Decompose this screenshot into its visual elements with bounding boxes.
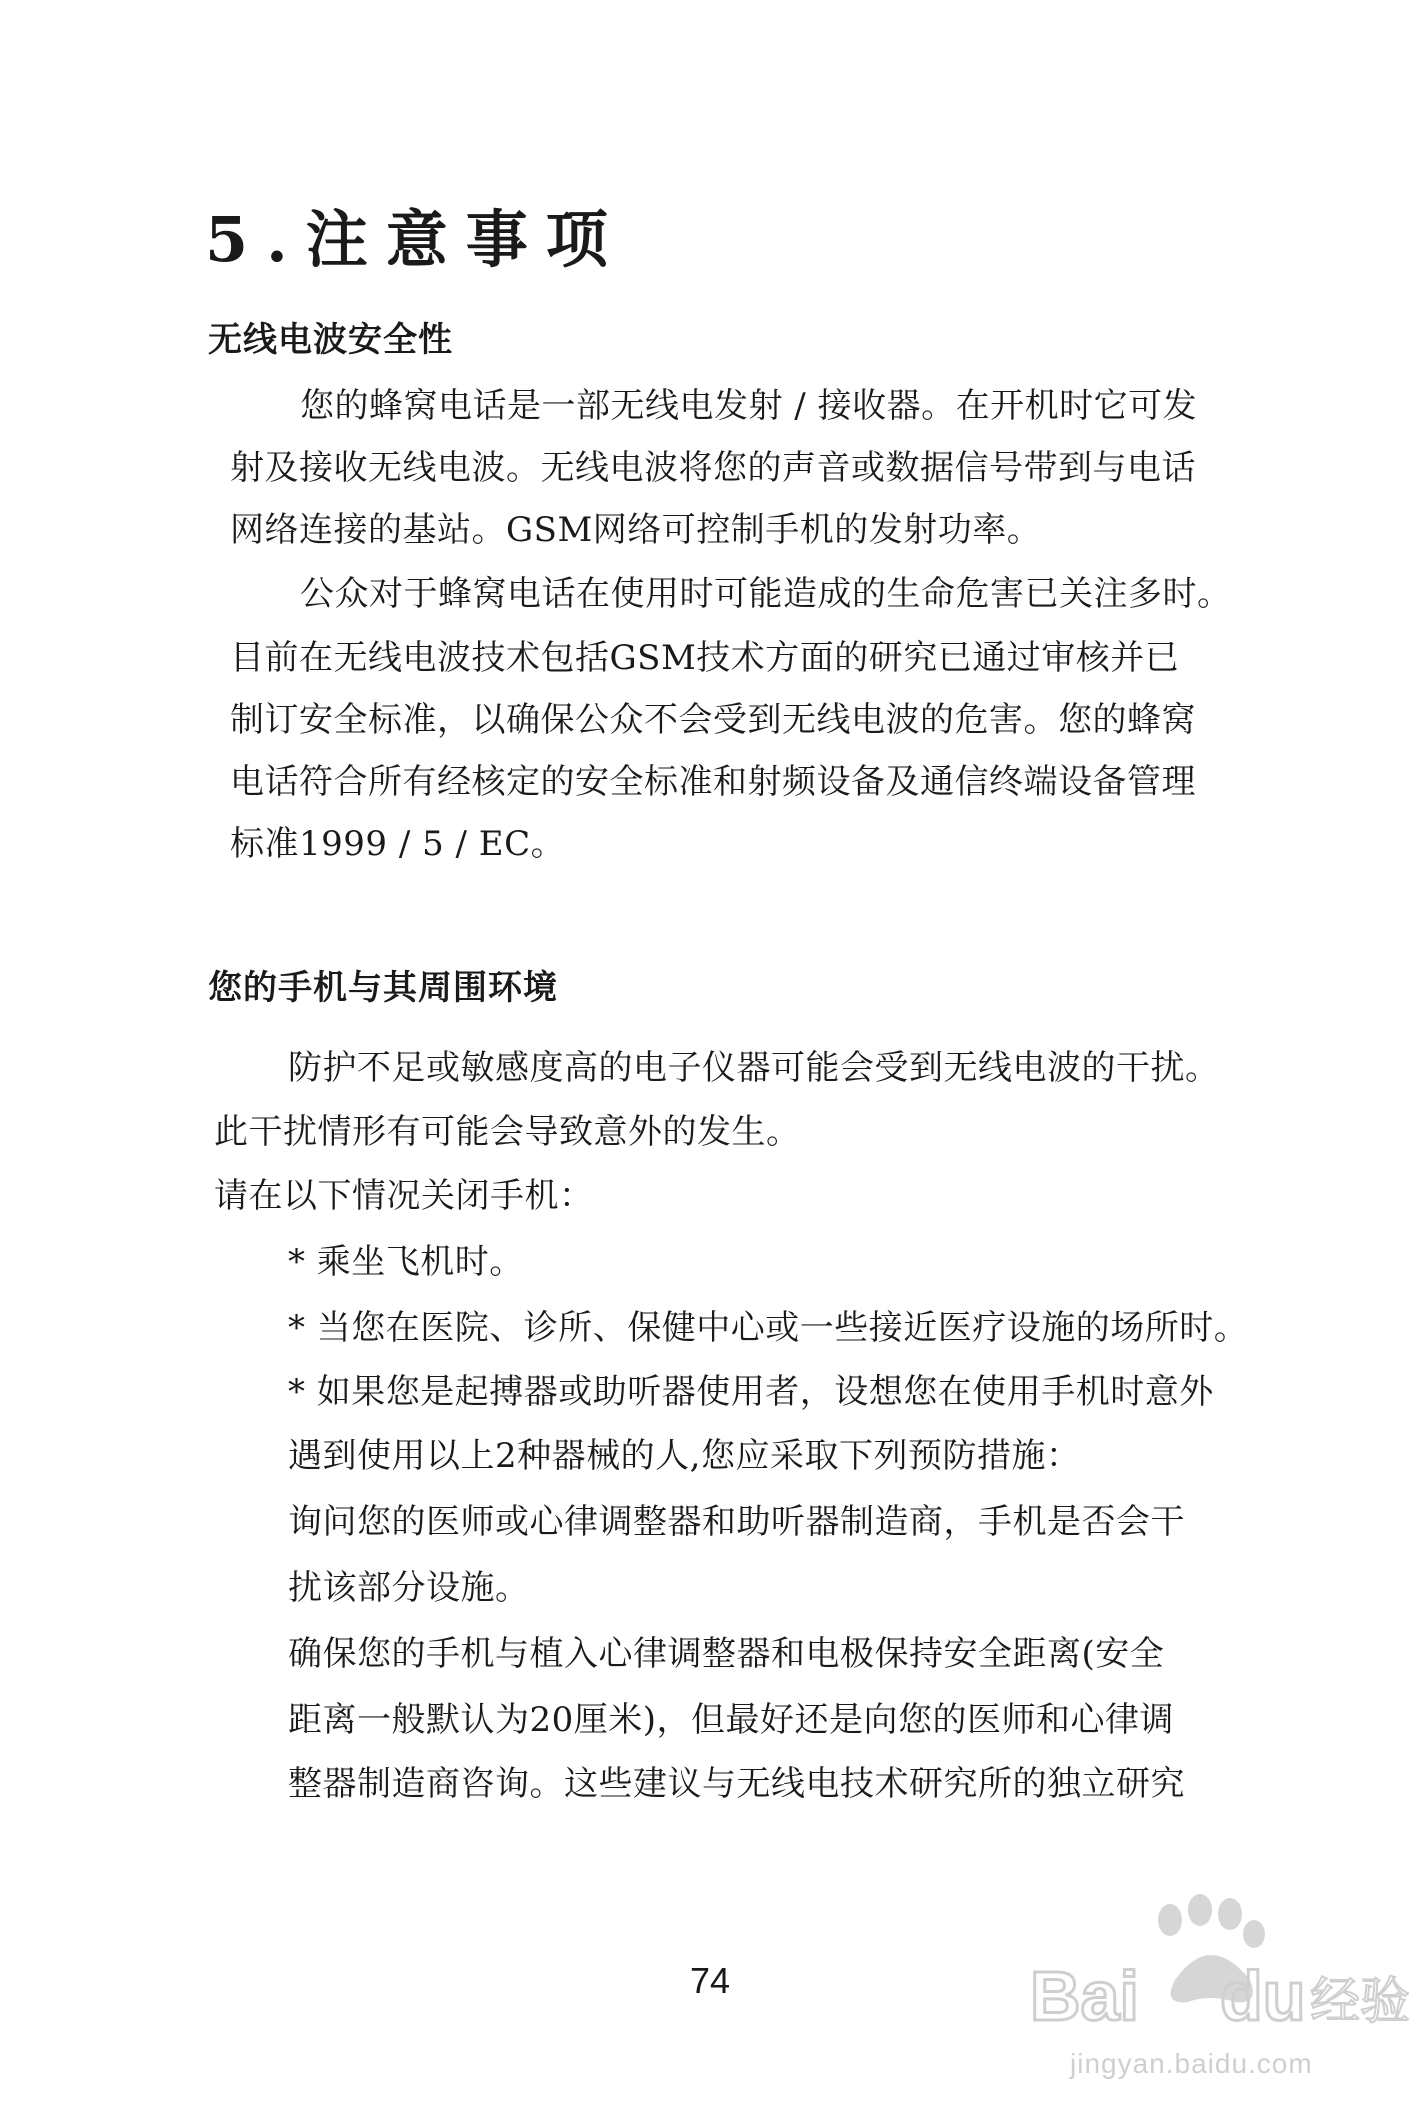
section-heading-phone-environment: 您的手机与其周围环境 [208, 968, 558, 1008]
page-number: 74 [690, 1960, 731, 2001]
svg-text:du: du [1220, 1957, 1306, 2035]
paragraph-line: 防护不足或敏感度高的电子仪器可能会受到无线电波的干扰。 [288, 1048, 1220, 1088]
paragraph-line: 扰该部分设施。 [288, 1568, 530, 1608]
paragraph-line: 此干扰情形有可能会导致意外的发生。 [214, 1112, 801, 1152]
watermark-url: jingyan.baidu.com [1070, 2048, 1313, 2079]
svg-text:经验: 经验 [1310, 1972, 1410, 2030]
svg-text:Bai: Bai [1030, 1957, 1139, 2035]
paragraph-line: 射及接收无线电波。无线电波将您的声音或数据信号带到与电话 [230, 448, 1196, 488]
paragraph-line: 请在以下情况关闭手机： [214, 1176, 594, 1216]
paragraph-line: 制订安全标准，以确保公众不会受到无线电波的危害。您的蜂窝 [230, 700, 1196, 740]
bullet-item: * 当您在医院、诊所、保健中心或一些接近医疗设施的场所时。 [288, 1308, 1249, 1348]
paragraph-line: 电话符合所有经核定的安全标准和射频设备及通信终端设备管理 [230, 762, 1196, 802]
paragraph-line: 公众对于蜂窝电话在使用时可能造成的生命危害已关注多时。 [300, 574, 1232, 614]
paragraph-line: 距离一般默认为20厘米)，但最好还是向您的医师和心律调 [288, 1700, 1175, 1740]
paragraph-line: 标准1999 / 5 / EC。 [230, 824, 566, 864]
bullet-item: * 如果您是起搏器或助听器使用者，设想您在使用手机时意外 [288, 1372, 1214, 1412]
paragraph-line: 目前在无线电波技术包括GSM技术方面的研究已通过审核并已 [230, 638, 1180, 678]
paragraph-line: 确保您的手机与植入心律调整器和电极保持安全距离(安全 [288, 1634, 1165, 1674]
page-title: 5.注意事项 [205, 203, 626, 276]
bullet-item: * 乘坐飞机时。 [288, 1242, 524, 1282]
paragraph-line: 您的蜂窝电话是一部无线电发射 / 接收器。在开机时它可发 [300, 386, 1198, 426]
paragraph-line: 遇到使用以上2种器械的人,您应采取下列预防措施： [288, 1436, 1081, 1476]
paragraph-line: 网络连接的基站。GSM网络可控制手机的发射功率。 [230, 510, 1042, 550]
section-heading-radio-safety: 无线电波安全性 [208, 320, 453, 360]
paragraph-line: 整器制造商咨询。这些建议与无线电技术研究所的独立研究 [288, 1764, 1185, 1804]
paragraph-line: 询问您的医师或心律调整器和助听器制造商，手机是否会干 [288, 1502, 1185, 1542]
